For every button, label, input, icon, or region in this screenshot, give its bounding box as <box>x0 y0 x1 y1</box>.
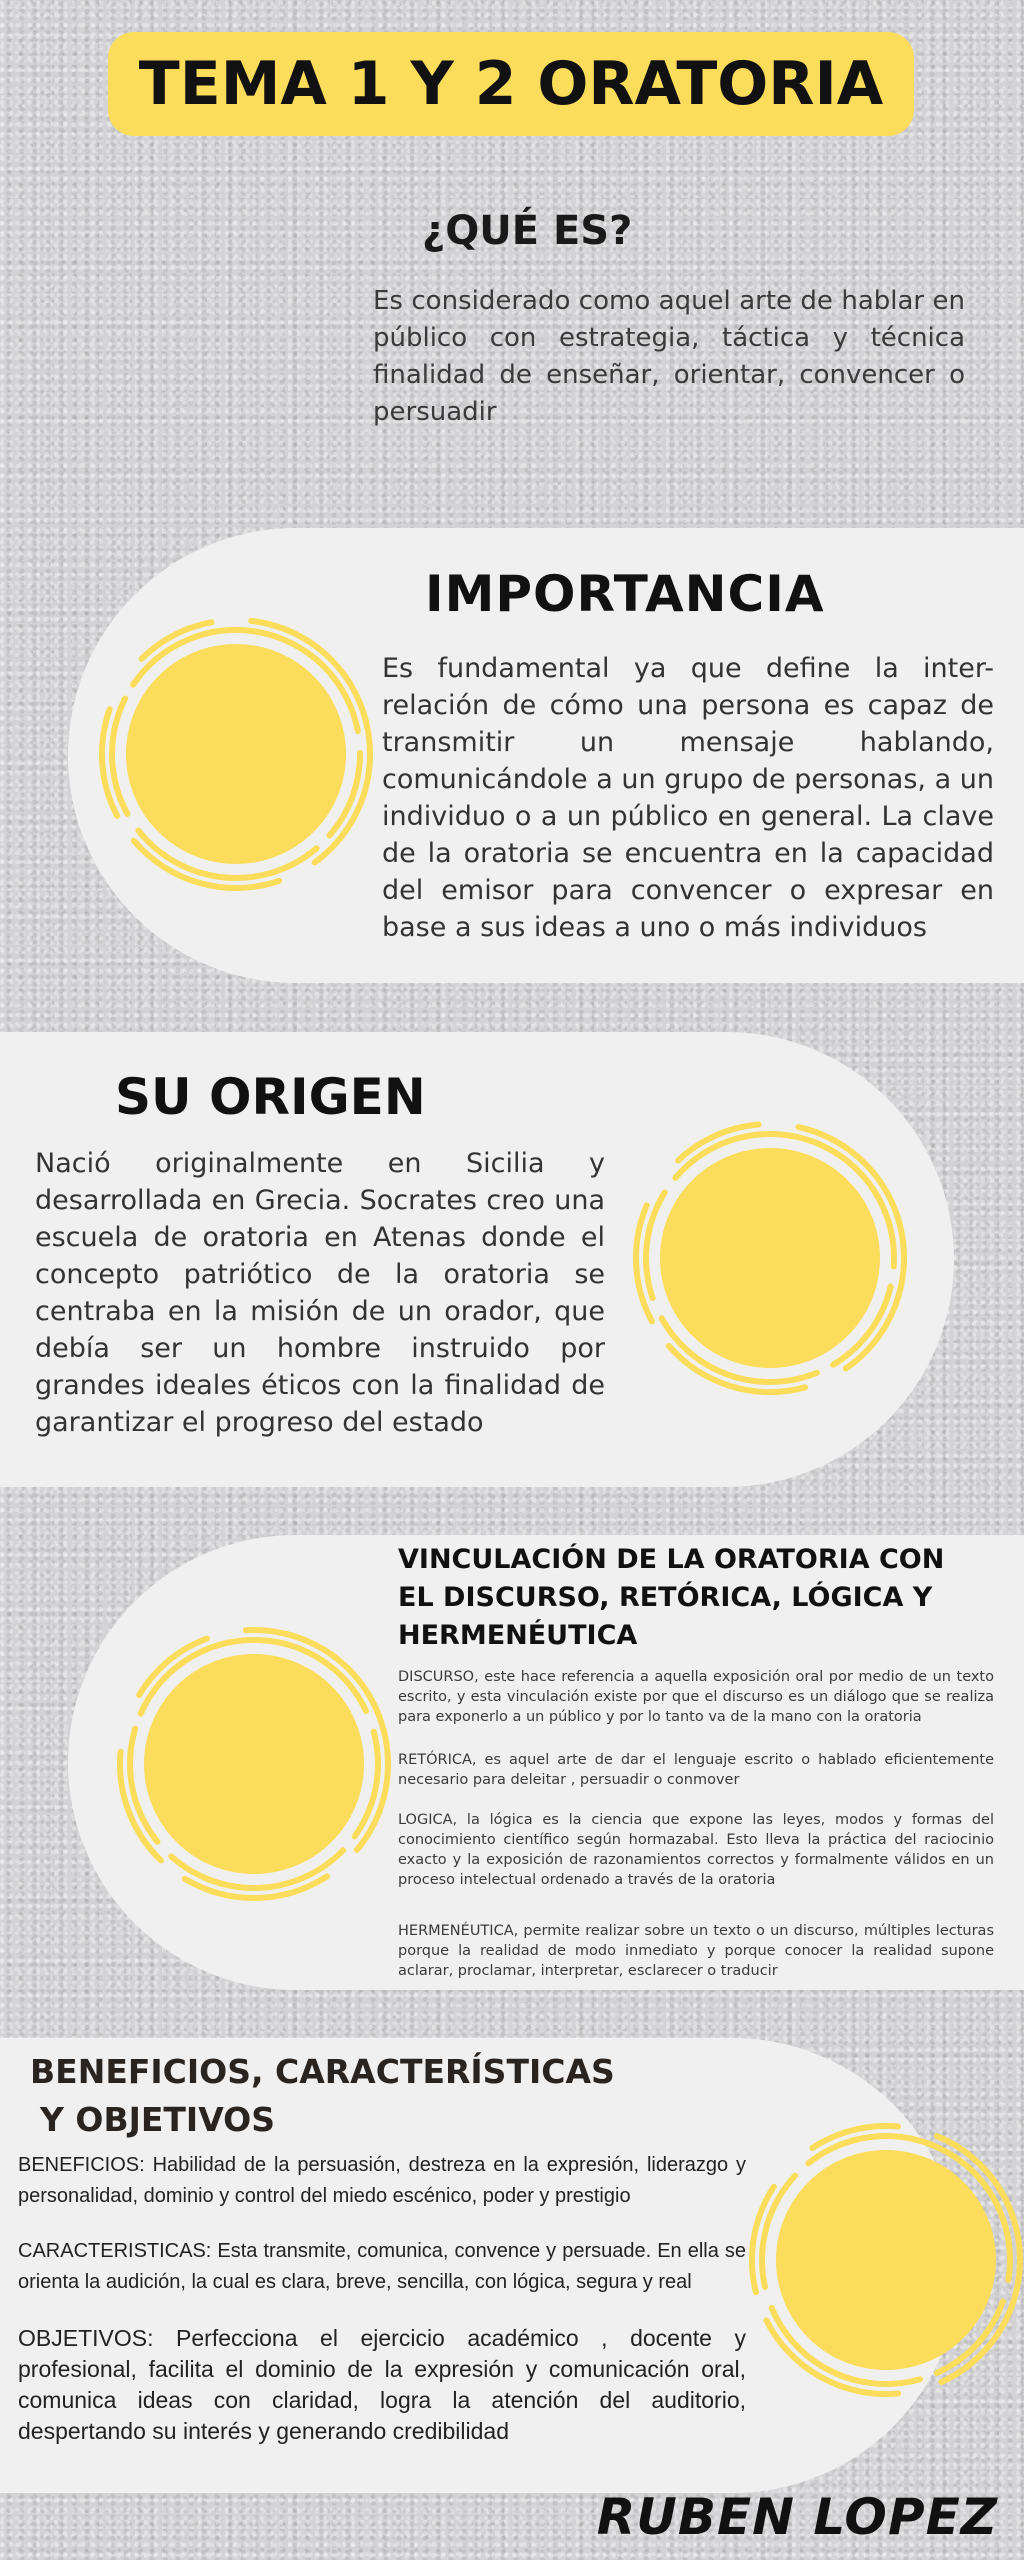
objetivos-text: OBJETIVOS: Perfecciona el ejercicio académico , docente y profesional, facilita el dominio de la expresión y comunicación oral, comunica ideas con claridad, logra la atención del auditorio, despertando su interés y generando credibilidad <box>18 2325 746 2444</box>
origen-heading: SU ORIGEN <box>115 1068 426 1126</box>
vinculacion-heading: VINCULACIÓN DE LA ORATORIA CON EL DISCURSO, RETÓRICA, LÓGICA Y HERMENÉUTICA <box>398 1544 945 1651</box>
que-es-heading: ¿QUÉ ES? <box>422 208 633 254</box>
importancia-text: Es fundamental ya que define la inter-relación de cómo una persona es capaz de transmitir un mensaje hablando, comunicándole a un grupo de personas, a un individuo o a un público en general. La clave de la oratoria se encuentra en la capacidad del emisor para convencer o expresar en base a sus ideas a uno o más individuos <box>382 653 994 943</box>
beneficios-circle-icon <box>746 2120 1024 2400</box>
que-es-text: Es considerado como aquel arte de hablar en público con estrategia, táctica y técnica finalidad de enseñar, orientar, convencer o persuadir <box>373 286 965 427</box>
discurso-text: DISCURSO, este hace referencia a aquella exposición oral por medio de un texto escrito, y esta vinculación existe por que el discurso es un diálogo que se realiza para exponerlo a un público y por lo tanto va de la mano con la oratoria <box>398 1669 994 1725</box>
beneficios-heading-line1: BENEFICIOS, CARACTERÍSTICAS <box>30 2052 615 2091</box>
vinculacion-circle-icon <box>114 1624 394 1904</box>
logica-text: LOGICA, la lógica es la ciencia que expone las leyes, modos y formas del conocimiento científico según hormazabal. Esto lleva la práctica del raciocinio exacto y la exposición de razonamientos correctos y formalmente válidos en un proceso intelectual ordenado a través de la oratoria <box>398 1812 994 1888</box>
author-name: RUBEN LOPEZ <box>596 2488 998 2546</box>
retorica-text: RETÓRICA, es aquel arte de dar el lenguaje escrito o hablado eficientemente necesario para deleitar , persuadir o conmover <box>398 1752 994 1788</box>
beneficios-heading-line2: Y OBJETIVOS <box>40 2100 275 2139</box>
hermeneutica-text: HERMENÉUTICA, permite realizar sobre un texto o un discurso, múltiples lecturas porque la realidad de modo inmediato y porque conocer la realidad supone aclarar, proclamar, interpretar, esclarecer o traducir <box>398 1923 994 1979</box>
page-title: TEMA 1 Y 2 ORATORIA <box>108 32 914 136</box>
beneficios-text: BENEFICIOS: Habilidad de la persuasión, destreza en la expresión, liderazgo y personalidad, dominio y control del miedo escénico, poder y prestigio <box>18 2154 746 2207</box>
importancia-heading: IMPORTANCIA <box>425 565 825 623</box>
caracteristicas-text: CARACTERISTICAS: Esta transmite, comunica, convence y persuade. En ella se orienta la audición, la cual es clara, breve, sencilla, con lógica, segura y real <box>18 2240 746 2293</box>
importancia-circle-icon <box>96 614 376 894</box>
origen-circle-icon <box>630 1118 910 1398</box>
origen-text: Nació originalmente en Sicilia y desarrollada en Grecia. Socrates creo una escuela de oratoria en Atenas donde el concepto patriótico de la oratoria se centraba en la misión de un orador, que debía ser un hombre instruido por grandes ideales éticos con la finalidad de garantizar el progreso del estado <box>35 1148 605 1438</box>
beneficios-heading <box>30 2048 615 2144</box>
